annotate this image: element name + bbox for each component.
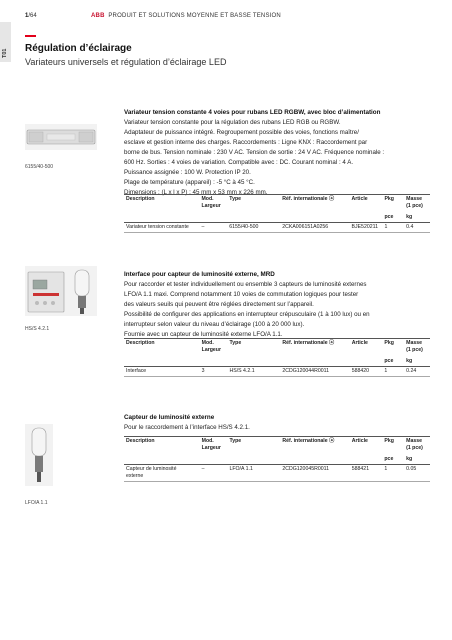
section-name: PRODUIT ET SOLUTIONS MOYENNE ET BASSE TENSION [108, 13, 281, 19]
light-sensor-icon [25, 424, 53, 486]
brand-logo-text: ABB [91, 13, 105, 19]
table-header-row [124, 195, 430, 212]
product-title: Capteur de luminosité externe [124, 414, 215, 421]
col-article: Article [351, 340, 368, 346]
col-ref: Réf. internationale ⓐ [282, 196, 335, 202]
col-mod: Mod. Largeur [201, 196, 221, 209]
unit-pce: pce [382, 453, 404, 465]
col-description: Description [126, 340, 155, 346]
accent-bar [25, 35, 36, 37]
page-title: Régulation d’éclairage [25, 43, 132, 54]
col-ref: Réf. internationale ⓐ [282, 438, 335, 444]
product-image-label: 6155/40-500 [25, 164, 54, 170]
desc-line: Adaptateur de puissance intégré. Regroupement possible des voies, fonctions maître/ [124, 129, 359, 136]
side-tab-label: T01 [2, 48, 8, 58]
desc-line: Puissance assignée : 100 W. Protection IP 20. [124, 169, 251, 176]
product-description [124, 423, 444, 433]
col-ref: Réf. internationale ⓐ [282, 340, 335, 346]
col-masse: Masse (1 pce) [406, 340, 423, 353]
col-description: Description [126, 438, 155, 444]
col-pkg: Pkg [384, 340, 394, 346]
table-row: Interface 3 HS/S 4.2.1 2CDG120044R0011 588420 1 0.24 [124, 367, 430, 377]
desc-line: LFO/A 1.1 maxi. Comprend notamment 10 voies de commutation logiques pour tester [124, 291, 359, 298]
page-total: /64 [28, 13, 37, 19]
side-tab [0, 22, 11, 62]
col-masse: Masse (1 pce) [406, 438, 423, 451]
col-article: Article [351, 196, 368, 202]
desc-line: Pour le raccordement à l’interface HS/S 4.2.1. [124, 424, 250, 431]
product-description [124, 280, 444, 340]
page-current: 1 [25, 13, 29, 19]
product-title: Interface pour capteur de luminosité externe, MRD [124, 271, 275, 278]
desc-line: Variateur tension constante pour la régulation des rubans LED RGB ou RGBW. [124, 119, 341, 126]
desc-line: Plage de température (appareil) : -5 °C à 45 °C. [124, 179, 255, 186]
desc-line: Fournie avec un capteur de luminosité externe LFO/A 1.1. [124, 331, 283, 338]
table-header-row [124, 437, 430, 454]
unit-kg: kg [404, 355, 430, 367]
desc-line: borne de bus. Tension nominale : 230 V AC. Tension de sortie : 24 V AC. Fréquence nominale : [124, 149, 385, 156]
col-masse: Masse (1 pce) [406, 196, 423, 209]
col-pkg: Pkg [384, 438, 394, 444]
product-title: Variateur tension constante 4 voies pour rubans LED RGBW, avec bloc d’alimentation [124, 109, 381, 116]
product-image-label: HS/S 4.2.1 [25, 326, 50, 332]
header-brand [91, 13, 281, 19]
spec-table [124, 194, 430, 233]
led-driver-icon [25, 124, 97, 150]
col-mod: Mod. Largeur [201, 340, 221, 353]
product-image-interface [25, 266, 97, 316]
col-description: Description [126, 196, 155, 202]
desc-line: esclave et gestion interne des charges. Raccordements : Ligne KNX : Raccordement par [124, 139, 368, 146]
desc-line: Dimensions : (L x l x P) : 45 mm x 53 mm x 226 mm. [124, 189, 268, 196]
col-type: Type [229, 196, 242, 202]
desc-line: des valeurs seuils qui peuvent être réglées directement sur l’appareil. [124, 301, 314, 308]
unit-pce: pce [382, 211, 404, 223]
table-units-row [124, 453, 430, 465]
unit-kg: kg [404, 211, 430, 223]
table-row: Capteur de luminosité externe – LFO/A 1.1 2CDG120045R0011 588421 1 0.05 [124, 465, 430, 482]
col-pkg: Pkg [384, 196, 394, 202]
unit-pce: pce [382, 355, 404, 367]
desc-line: interrupteur selon valeur du niveau d’éclairage (100 à 20 000 lux). [124, 321, 305, 328]
product-image-capteur [25, 424, 53, 486]
col-type: Type [229, 340, 242, 346]
din-module-icon [25, 266, 97, 316]
product-image-label: LFO/A 1.1 [25, 500, 48, 506]
table-units-row [124, 211, 430, 223]
table-row: Variateur tension constante – 6155/40-500 2CKA006151A0256 BJE520211 1 0.4 [124, 223, 430, 233]
col-article: Article [351, 438, 368, 444]
table-units-row [124, 355, 430, 367]
unit-kg: kg [404, 453, 430, 465]
table-header-row [124, 339, 430, 356]
col-type: Type [229, 438, 242, 444]
product-image-variateur [25, 124, 97, 150]
spec-table [124, 436, 430, 482]
desc-line: 600 Hz. Sorties : 4 voies de variation. Compatible avec : DC. Courant nominal : 4 A. [124, 159, 354, 166]
page-number [25, 13, 37, 19]
product-description [124, 118, 444, 198]
col-mod: Mod. Largeur [201, 438, 221, 451]
desc-line: Possibilité de configurer des applications en interrupteur crépusculaire (1 à 100 lux) ou en [124, 311, 370, 318]
spec-table [124, 338, 430, 377]
page-subtitle: Variateurs universels et régulation d’éclairage LED [25, 57, 227, 67]
desc-line: Pour raccorder et tester individuellement ou ensemble 3 capteurs de luminosité externes [124, 281, 367, 288]
